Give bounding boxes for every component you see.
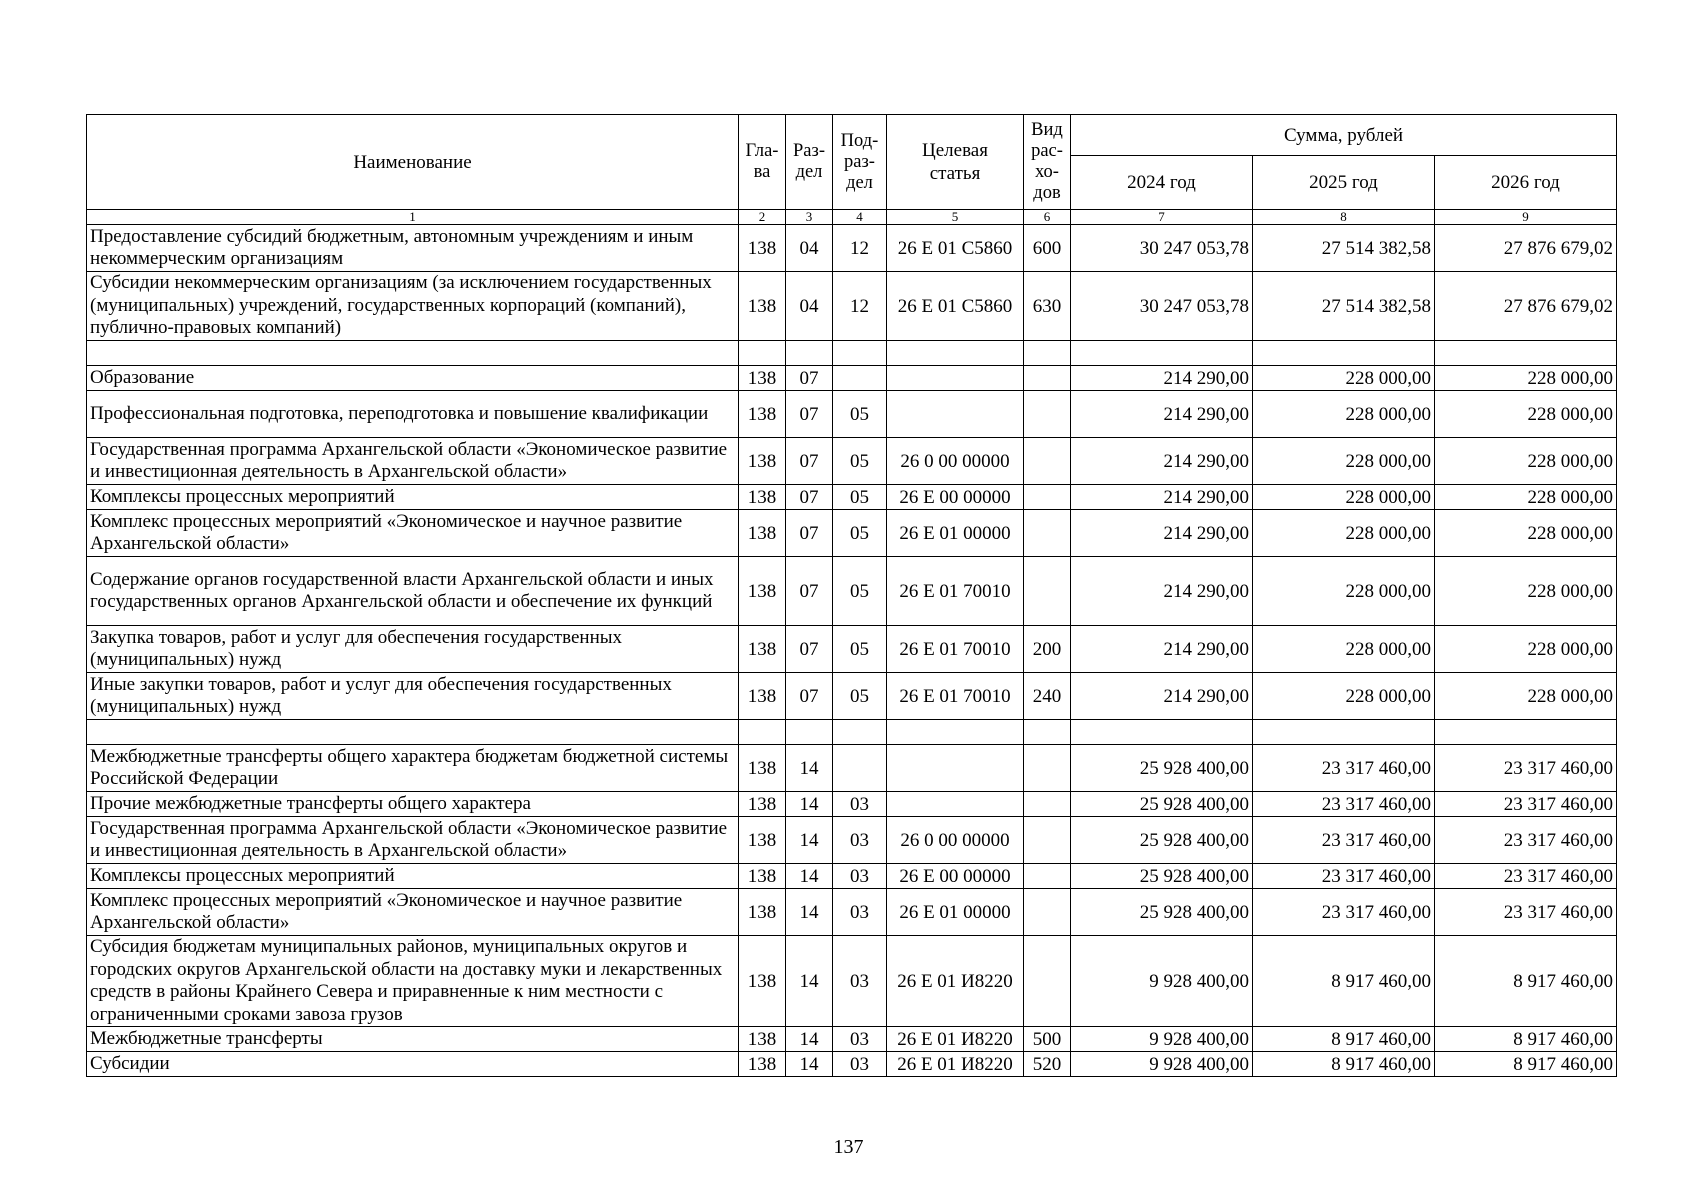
row-vid: 520 [1024, 1052, 1071, 1077]
row-glava [739, 720, 786, 745]
table-row [87, 936, 1617, 1027]
row-name: Закупка товаров, работ и услуг для обеспечения государственных (муниципальных) нужд [87, 626, 739, 673]
row-amount-2025: 8 917 460,00 [1253, 1052, 1435, 1077]
row-podrazdel [833, 745, 887, 792]
table-row [87, 1027, 1617, 1052]
row-podrazdel: 05 [833, 673, 887, 720]
row-razdel: 07 [786, 391, 833, 438]
row-amount-2025: 228 000,00 [1253, 391, 1435, 438]
row-amount-2026 [1435, 341, 1617, 366]
row-amount-2024: 9 928 400,00 [1071, 936, 1253, 1027]
row-glava: 138 [739, 485, 786, 510]
row-amount-2026: 27 876 679,02 [1435, 225, 1617, 272]
row-razdel: 14 [786, 1052, 833, 1077]
row-name: Межбюджетные трансферты общего характера бюджетам бюджетной системы Российской Федерации [87, 745, 739, 792]
row-razdel: 14 [786, 745, 833, 792]
row-celevaya: 26 Е 01 00000 [887, 889, 1024, 936]
row-amount-2024: 9 928 400,00 [1071, 1027, 1253, 1052]
row-amount-2024: 214 290,00 [1071, 366, 1253, 391]
row-glava: 138 [739, 225, 786, 272]
row-amount-2024: 30 247 053,78 [1071, 225, 1253, 272]
row-name: Прочие межбюджетные трансферты общего характера [87, 792, 739, 817]
row-celevaya: 26 Е 00 00000 [887, 485, 1024, 510]
row-amount-2025: 228 000,00 [1253, 366, 1435, 391]
table-row [87, 510, 1617, 557]
row-name: Комплексы процессных мероприятий [87, 864, 739, 889]
table-row [87, 720, 1617, 745]
row-glava [739, 341, 786, 366]
row-razdel: 14 [786, 936, 833, 1027]
row-amount-2024: 214 290,00 [1071, 510, 1253, 557]
row-glava: 138 [739, 1052, 786, 1077]
row-razdel: 04 [786, 272, 833, 341]
row-amount-2026: 23 317 460,00 [1435, 817, 1617, 864]
row-razdel: 07 [786, 366, 833, 391]
row-name: Предоставление субсидий бюджетным, автономным учреждениям и иным некоммерческим организациям [87, 225, 739, 272]
header-year-2024: 2024 год [1071, 156, 1253, 210]
row-podrazdel: 05 [833, 557, 887, 626]
row-podrazdel: 03 [833, 1052, 887, 1077]
row-razdel: 14 [786, 792, 833, 817]
row-celevaya [887, 341, 1024, 366]
row-glava: 138 [739, 438, 786, 485]
row-amount-2025: 23 317 460,00 [1253, 817, 1435, 864]
header-glava: Гла- ва [739, 115, 786, 210]
row-amount-2024 [1071, 720, 1253, 745]
table-row [87, 272, 1617, 341]
row-vid [1024, 341, 1071, 366]
row-glava: 138 [739, 391, 786, 438]
row-vid [1024, 720, 1071, 745]
row-podrazdel [833, 341, 887, 366]
row-razdel: 07 [786, 510, 833, 557]
table-row [87, 225, 1617, 272]
table-row [87, 626, 1617, 673]
row-vid: 600 [1024, 225, 1071, 272]
row-glava: 138 [739, 936, 786, 1027]
page-number: 137 [833, 1136, 864, 1158]
row-amount-2025: 27 514 382,58 [1253, 272, 1435, 341]
row-glava: 138 [739, 673, 786, 720]
row-name: Содержание органов государственной власти Архангельской области и иных государственных органов Архангельской области и обеспечение их функций [87, 557, 739, 626]
row-vid [1024, 366, 1071, 391]
row-name: Комплексы процессных мероприятий [87, 485, 739, 510]
row-amount-2026: 228 000,00 [1435, 557, 1617, 626]
table-row [87, 792, 1617, 817]
row-amount-2024: 9 928 400,00 [1071, 1052, 1253, 1077]
row-amount-2026: 27 876 679,02 [1435, 272, 1617, 341]
column-number-row [87, 210, 1617, 225]
row-razdel: 07 [786, 438, 833, 485]
row-glava: 138 [739, 889, 786, 936]
row-glava: 138 [739, 817, 786, 864]
row-name [87, 341, 739, 366]
row-name: Профессиональная подготовка, переподготовка и повышение квалификации [87, 391, 739, 438]
row-name: Межбюджетные трансферты [87, 1027, 739, 1052]
row-razdel: 14 [786, 889, 833, 936]
row-amount-2024: 25 928 400,00 [1071, 864, 1253, 889]
row-name: Образование [87, 366, 739, 391]
row-amount-2025: 228 000,00 [1253, 510, 1435, 557]
row-celevaya: 26 Е 01 70010 [887, 626, 1024, 673]
row-podrazdel [833, 366, 887, 391]
row-vid: 240 [1024, 673, 1071, 720]
row-amount-2024: 214 290,00 [1071, 485, 1253, 510]
row-amount-2025: 8 917 460,00 [1253, 1027, 1435, 1052]
row-name: Комплекс процессных мероприятий «Экономическое и научное развитие Архангельской области» [87, 889, 739, 936]
row-vid [1024, 485, 1071, 510]
row-glava: 138 [739, 864, 786, 889]
row-vid [1024, 889, 1071, 936]
row-vid [1024, 391, 1071, 438]
row-podrazdel: 03 [833, 864, 887, 889]
column-number: 5 [887, 210, 1024, 225]
row-amount-2025: 228 000,00 [1253, 485, 1435, 510]
header-vid: Вид рас- хо- дов [1024, 115, 1071, 210]
row-amount-2025: 23 317 460,00 [1253, 864, 1435, 889]
row-amount-2026: 8 917 460,00 [1435, 1052, 1617, 1077]
row-amount-2024: 214 290,00 [1071, 391, 1253, 438]
table-row [87, 391, 1617, 438]
column-number: 7 [1071, 210, 1253, 225]
row-podrazdel: 05 [833, 510, 887, 557]
row-razdel: 07 [786, 626, 833, 673]
row-amount-2025: 27 514 382,58 [1253, 225, 1435, 272]
row-celevaya: 26 Е 01 И8220 [887, 1052, 1024, 1077]
row-name [87, 720, 739, 745]
table-row [87, 817, 1617, 864]
row-vid: 500 [1024, 1027, 1071, 1052]
column-number: 8 [1253, 210, 1435, 225]
row-amount-2025: 23 317 460,00 [1253, 792, 1435, 817]
row-podrazdel: 05 [833, 438, 887, 485]
row-amount-2024: 30 247 053,78 [1071, 272, 1253, 341]
row-celevaya: 26 Е 00 00000 [887, 864, 1024, 889]
row-vid [1024, 557, 1071, 626]
table-row [87, 366, 1617, 391]
row-vid [1024, 510, 1071, 557]
row-amount-2025: 8 917 460,00 [1253, 936, 1435, 1027]
row-vid [1024, 792, 1071, 817]
row-amount-2024: 25 928 400,00 [1071, 889, 1253, 936]
row-celevaya [887, 391, 1024, 438]
table-row [87, 745, 1617, 792]
header-year-2026: 2026 год [1435, 156, 1617, 210]
row-name: Иные закупки товаров, работ и услуг для обеспечения государственных (муниципальных) нужд [87, 673, 739, 720]
row-podrazdel: 05 [833, 485, 887, 510]
table-row [87, 438, 1617, 485]
row-celevaya: 26 Е 01 С5860 [887, 272, 1024, 341]
table-row [87, 557, 1617, 626]
row-podrazdel: 12 [833, 225, 887, 272]
row-celevaya: 26 0 00 00000 [887, 817, 1024, 864]
row-amount-2026: 8 917 460,00 [1435, 1027, 1617, 1052]
row-amount-2025: 228 000,00 [1253, 626, 1435, 673]
row-razdel: 14 [786, 1027, 833, 1052]
row-razdel [786, 720, 833, 745]
row-name: Субсидии некоммерческим организациям (за исключением государственных (муниципальных) учреждений, государственных корпораций (компаний), публично-правовых компаний) [87, 272, 739, 341]
row-celevaya: 26 Е 01 С5860 [887, 225, 1024, 272]
row-amount-2026: 228 000,00 [1435, 673, 1617, 720]
row-podrazdel: 03 [833, 1027, 887, 1052]
table-row [87, 864, 1617, 889]
column-number: 2 [739, 210, 786, 225]
row-amount-2025 [1253, 341, 1435, 366]
row-amount-2024: 214 290,00 [1071, 673, 1253, 720]
row-vid: 630 [1024, 272, 1071, 341]
row-amount-2026: 8 917 460,00 [1435, 936, 1617, 1027]
row-amount-2026: 23 317 460,00 [1435, 792, 1617, 817]
row-podrazdel: 05 [833, 391, 887, 438]
column-number: 9 [1435, 210, 1617, 225]
column-number: 3 [786, 210, 833, 225]
row-celevaya [887, 792, 1024, 817]
row-amount-2025: 23 317 460,00 [1253, 889, 1435, 936]
row-vid [1024, 438, 1071, 485]
row-vid [1024, 817, 1071, 864]
row-amount-2026: 228 000,00 [1435, 510, 1617, 557]
row-glava: 138 [739, 272, 786, 341]
row-podrazdel: 12 [833, 272, 887, 341]
header-razdel: Раз- дел [786, 115, 833, 210]
row-celevaya [887, 745, 1024, 792]
row-glava: 138 [739, 366, 786, 391]
row-amount-2025: 228 000,00 [1253, 557, 1435, 626]
header-celevaya: Целевая статья [887, 115, 1024, 210]
row-celevaya [887, 366, 1024, 391]
row-razdel: 07 [786, 673, 833, 720]
row-celevaya: 26 Е 01 70010 [887, 673, 1024, 720]
header-podrazdel: Под- раз- дел [833, 115, 887, 210]
row-name: Субсидии [87, 1052, 739, 1077]
row-celevaya: 26 0 00 00000 [887, 438, 1024, 485]
row-amount-2024: 25 928 400,00 [1071, 792, 1253, 817]
row-razdel: 07 [786, 485, 833, 510]
row-vid [1024, 936, 1071, 1027]
table-row [87, 1052, 1617, 1077]
row-name: Субсидия бюджетам муниципальных районов, муниципальных округов и городских округов Архангельской области на доставку муки и лекарственных средств в районы Крайнего Севера и приравненные к ним местности с ограниченными сроками завоза грузов [87, 936, 739, 1027]
header-name: Наименование [87, 115, 739, 210]
row-amount-2026: 228 000,00 [1435, 438, 1617, 485]
row-name: Комплекс процессных мероприятий «Экономическое и научное развитие Архангельской области» [87, 510, 739, 557]
row-amount-2025: 228 000,00 [1253, 438, 1435, 485]
row-podrazdel: 03 [833, 889, 887, 936]
row-amount-2025 [1253, 720, 1435, 745]
row-celevaya: 26 Е 01 И8220 [887, 1027, 1024, 1052]
row-glava: 138 [739, 557, 786, 626]
row-podrazdel: 03 [833, 936, 887, 1027]
column-number: 6 [1024, 210, 1071, 225]
row-amount-2026: 23 317 460,00 [1435, 745, 1617, 792]
row-amount-2026: 23 317 460,00 [1435, 864, 1617, 889]
row-podrazdel: 05 [833, 626, 887, 673]
row-amount-2025: 23 317 460,00 [1253, 745, 1435, 792]
row-amount-2026: 228 000,00 [1435, 626, 1617, 673]
row-amount-2024: 25 928 400,00 [1071, 817, 1253, 864]
row-amount-2024: 214 290,00 [1071, 557, 1253, 626]
row-amount-2024: 214 290,00 [1071, 626, 1253, 673]
row-razdel: 04 [786, 225, 833, 272]
row-amount-2024: 214 290,00 [1071, 438, 1253, 485]
row-name: Государственная программа Архангельской области «Экономическое развитие и инвестиционная деятельность в Архангельской области» [87, 438, 739, 485]
budget-table [86, 114, 1617, 1077]
row-vid: 200 [1024, 626, 1071, 673]
column-number: 4 [833, 210, 887, 225]
table-row [87, 341, 1617, 366]
row-amount-2026: 228 000,00 [1435, 485, 1617, 510]
row-vid [1024, 864, 1071, 889]
row-amount-2026: 23 317 460,00 [1435, 889, 1617, 936]
row-amount-2026: 228 000,00 [1435, 366, 1617, 391]
row-celevaya: 26 Е 01 00000 [887, 510, 1024, 557]
row-vid [1024, 745, 1071, 792]
row-amount-2024: 25 928 400,00 [1071, 745, 1253, 792]
row-celevaya: 26 Е 01 И8220 [887, 936, 1024, 1027]
row-razdel: 14 [786, 864, 833, 889]
row-glava: 138 [739, 745, 786, 792]
row-glava: 138 [739, 792, 786, 817]
row-razdel: 14 [786, 817, 833, 864]
row-amount-2025: 228 000,00 [1253, 673, 1435, 720]
header-year-2025: 2025 год [1253, 156, 1435, 210]
table-row [87, 485, 1617, 510]
column-number: 1 [87, 210, 739, 225]
row-name: Государственная программа Архангельской области «Экономическое развитие и инвестиционная деятельность в Архангельской области» [87, 817, 739, 864]
row-amount-2026: 228 000,00 [1435, 391, 1617, 438]
header-summa: Сумма, рублей [1071, 115, 1617, 156]
row-razdel: 07 [786, 557, 833, 626]
row-podrazdel: 03 [833, 817, 887, 864]
row-glava: 138 [739, 1027, 786, 1052]
row-podrazdel: 03 [833, 792, 887, 817]
row-glava: 138 [739, 510, 786, 557]
row-amount-2026 [1435, 720, 1617, 745]
row-razdel [786, 341, 833, 366]
row-amount-2024 [1071, 341, 1253, 366]
row-celevaya [887, 720, 1024, 745]
table-row [87, 673, 1617, 720]
row-celevaya: 26 Е 01 70010 [887, 557, 1024, 626]
row-podrazdel [833, 720, 887, 745]
table-row [87, 889, 1617, 936]
row-glava: 138 [739, 626, 786, 673]
